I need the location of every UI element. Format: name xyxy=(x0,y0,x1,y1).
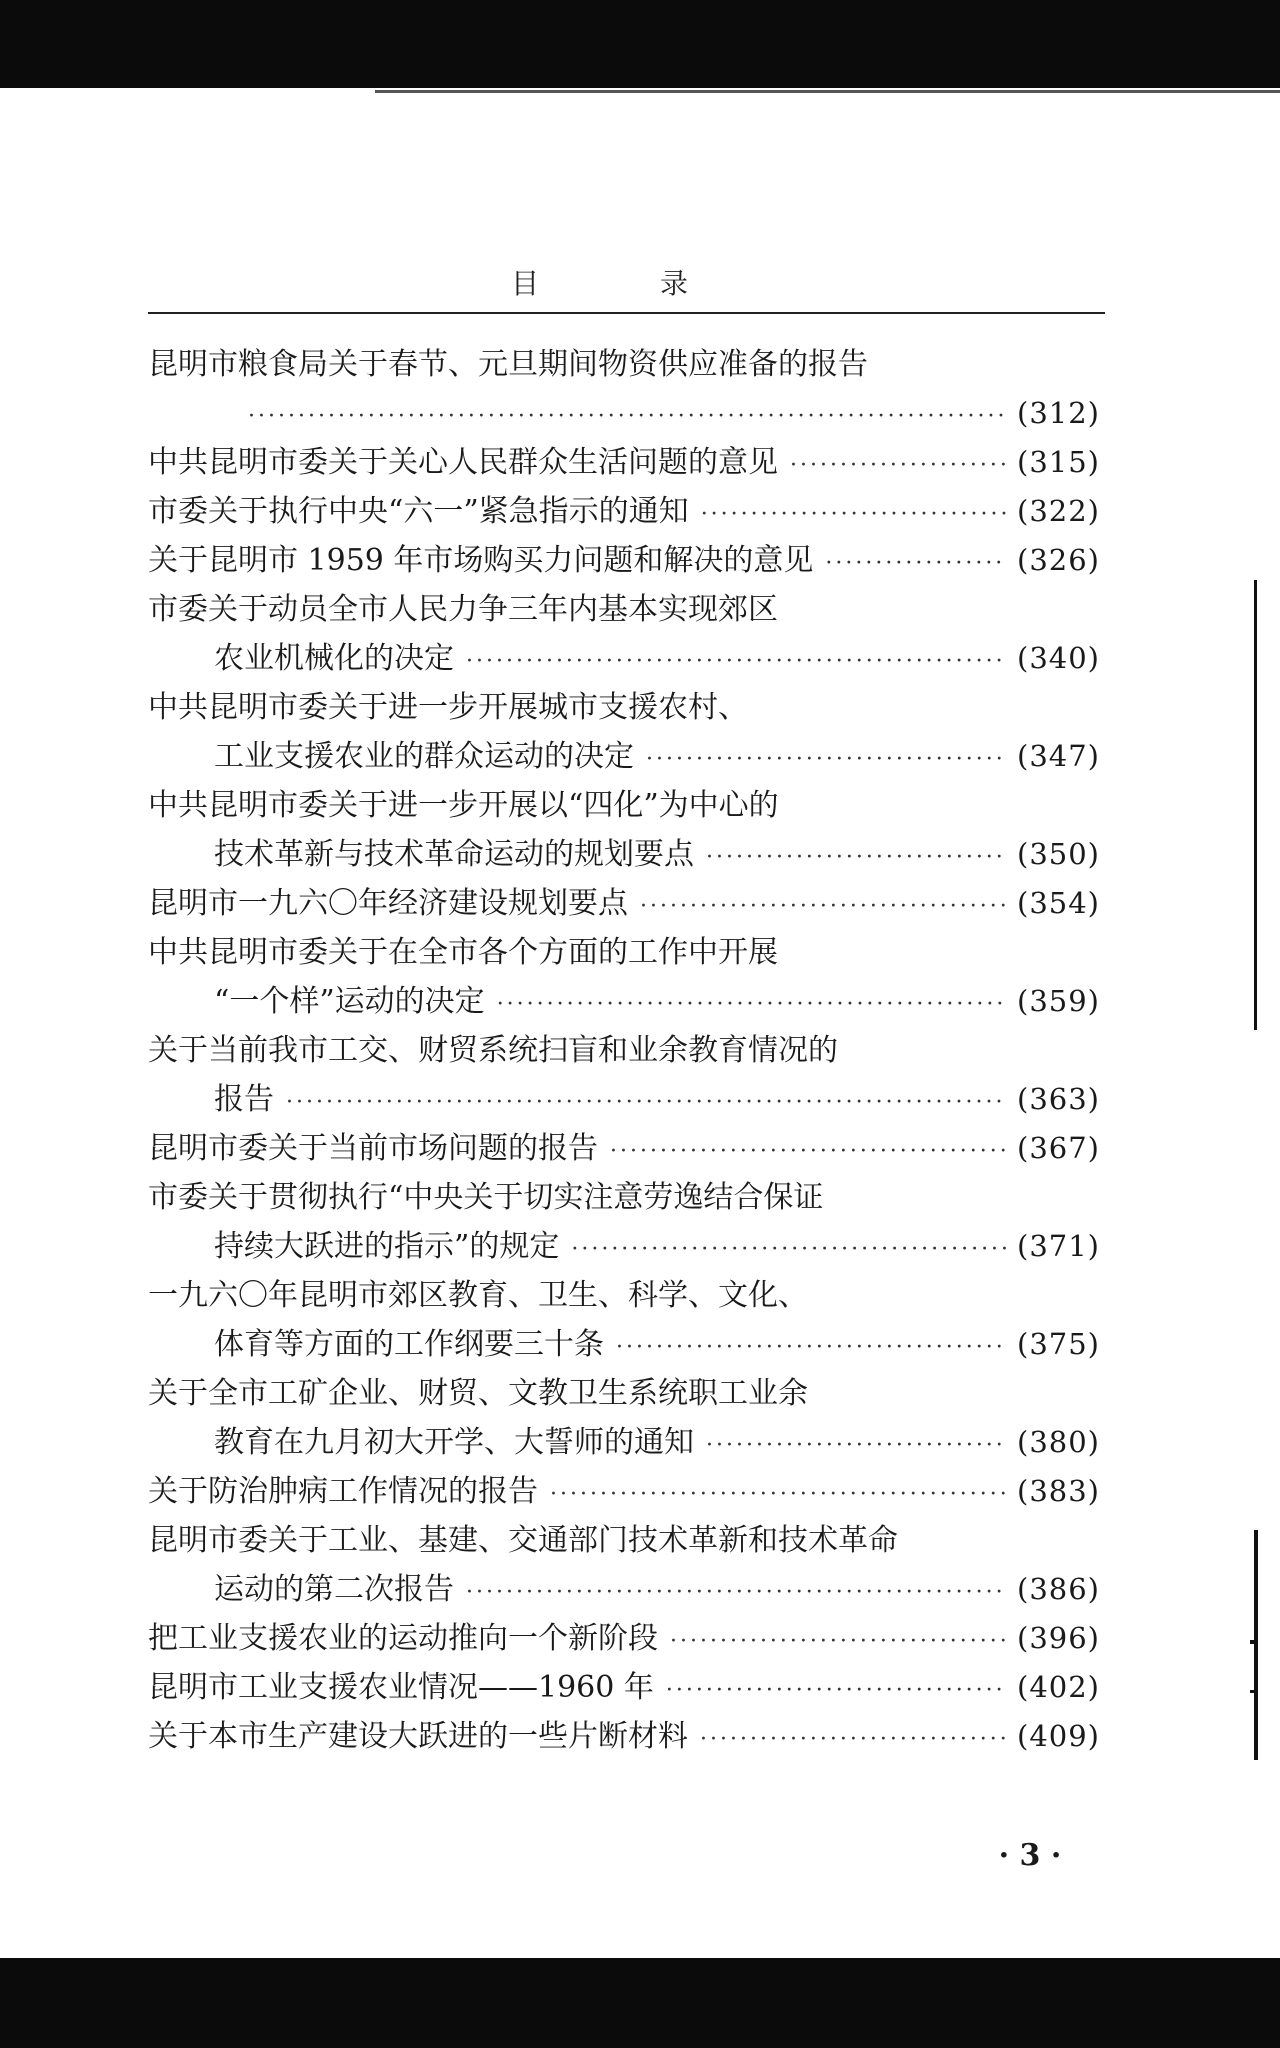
entry-title: 昆明市委关于当前市场问题的报告 xyxy=(148,1131,598,1166)
toc-line xyxy=(148,487,1100,536)
top-scan-border xyxy=(0,0,1280,88)
leader-dots xyxy=(646,735,1007,784)
page-reference: (383) xyxy=(1017,1474,1100,1508)
entry-title: 中共昆明市委关于关心人民群众生活问题的意见 xyxy=(148,445,778,480)
toc-entry xyxy=(148,1712,1100,1761)
page-reference: (402) xyxy=(1017,1670,1100,1704)
entry-title: 昆明市一九六〇年经济建设规划要点 xyxy=(148,886,628,921)
entry-title: 市委关于执行中央“六一”紧急指示的通知 xyxy=(148,494,689,529)
leader-dots xyxy=(610,1127,1007,1176)
page-title: 目 录 xyxy=(511,267,744,300)
page-reference: (375) xyxy=(1017,1327,1100,1361)
toc-line xyxy=(148,830,1100,879)
page-reference: (371) xyxy=(1017,1229,1100,1263)
toc-line xyxy=(148,1026,1100,1075)
leader-dots xyxy=(701,490,1007,539)
toc-line xyxy=(148,585,1100,634)
page-reference: (354) xyxy=(1017,886,1100,920)
leader-dots xyxy=(640,882,1007,931)
toc-entry xyxy=(148,683,1100,781)
toc-entry xyxy=(148,1271,1100,1369)
toc-entry xyxy=(148,340,1100,438)
entry-title: 中共昆明市委关于进一步开展城市支援农村、 xyxy=(148,690,748,725)
leader-dots xyxy=(700,1715,1007,1764)
entry-title: 把工业支援农业的运动推向一个新阶段 xyxy=(148,1621,658,1656)
toc-line xyxy=(148,928,1100,977)
page-reference: (312) xyxy=(1017,396,1100,430)
leader-dots xyxy=(466,637,1007,686)
toc-line xyxy=(148,634,1100,683)
page-reference: (326) xyxy=(1017,543,1100,577)
page-reference: (396) xyxy=(1017,1621,1100,1655)
page-reference: (359) xyxy=(1017,984,1100,1018)
toc-entry xyxy=(148,1026,1100,1124)
entry-title: 教育在九月初大开学、大誓师的通知 xyxy=(214,1425,694,1460)
toc-entry xyxy=(148,928,1100,1026)
leader-dots xyxy=(790,441,1007,490)
toc-line xyxy=(148,1663,1100,1712)
bottom-scan-border xyxy=(0,1958,1280,2048)
scan-artifact xyxy=(1250,1690,1258,1693)
toc-entry xyxy=(148,1467,1100,1516)
entry-title: 昆明市委关于工业、基建、交通部门技术革新和技术革命 xyxy=(148,1523,898,1558)
entry-title: 关于防治肿病工作情况的报告 xyxy=(148,1474,538,1509)
page-reference: (380) xyxy=(1017,1425,1100,1459)
leader-dots xyxy=(825,539,1007,588)
toc-line xyxy=(148,536,1100,585)
toc-line xyxy=(148,1124,1100,1173)
entry-title: 持续大跃进的指示”的规定 xyxy=(214,1229,560,1264)
toc-entry xyxy=(148,1369,1100,1467)
toc-entry xyxy=(148,536,1100,585)
toc-line xyxy=(148,340,1100,389)
toc-entry xyxy=(148,879,1100,928)
leader-dots xyxy=(248,392,1007,441)
leader-dots xyxy=(286,1078,1007,1127)
scan-artifact xyxy=(1250,1640,1256,1644)
entry-title: 关于本市生产建设大跃进的一些片断材料 xyxy=(148,1719,688,1754)
toc-entry xyxy=(148,585,1100,683)
entry-title: 体育等方面的工作纲要三十条 xyxy=(214,1327,604,1362)
leader-dots xyxy=(497,980,1007,1029)
page-number: · 3 · xyxy=(998,1838,1062,1873)
entry-title: 关于全市工矿企业、财贸、文教卫生系统职工业余 xyxy=(148,1376,808,1411)
entry-title: 技术革新与技术革命运动的规划要点 xyxy=(214,837,694,872)
toc-entry xyxy=(148,1173,1100,1271)
page-reference: (367) xyxy=(1017,1131,1100,1165)
scan-edge-line xyxy=(375,90,1280,93)
toc-line xyxy=(148,1565,1100,1614)
entry-title: 一九六〇年昆明市郊区教育、卫生、科学、文化、 xyxy=(148,1278,808,1313)
entry-title: 中共昆明市委关于进一步开展以“四化”为中心的 xyxy=(148,788,779,823)
entry-title: 农业机械化的决定 xyxy=(214,641,454,676)
toc-line xyxy=(148,977,1100,1026)
table-of-contents xyxy=(148,340,1100,1761)
toc-line xyxy=(148,879,1100,928)
leader-dots xyxy=(706,1421,1007,1470)
toc-line xyxy=(148,1320,1100,1369)
toc-entry xyxy=(148,781,1100,879)
leader-dots xyxy=(666,1666,1007,1715)
toc-line xyxy=(148,683,1100,732)
page-reference: (363) xyxy=(1017,1082,1100,1116)
toc-line xyxy=(148,1418,1100,1467)
leader-dots xyxy=(466,1568,1007,1617)
page-reference: (409) xyxy=(1017,1719,1100,1753)
toc-line xyxy=(148,1173,1100,1222)
toc-entry xyxy=(148,1614,1100,1663)
toc-entry xyxy=(148,1663,1100,1712)
entry-title: 中共昆明市委关于在全市各个方面的工作中开展 xyxy=(148,935,778,970)
toc-entry xyxy=(148,1516,1100,1614)
scan-artifact xyxy=(1254,1530,1258,1760)
entry-title: 关于昆明市 1959 年市场购买力问题和解决的意见 xyxy=(148,543,814,578)
toc-entry xyxy=(148,1124,1100,1173)
entry-title: 市委关于动员全市人民力争三年内基本实现郊区 xyxy=(148,592,778,627)
entry-title: 昆明市粮食局关于春节、元旦期间物资供应准备的报告 xyxy=(148,347,868,382)
entry-title: “一个样”运动的决定 xyxy=(214,984,485,1019)
toc-line xyxy=(148,732,1100,781)
toc-line xyxy=(148,1516,1100,1565)
toc-line xyxy=(148,1467,1100,1516)
title-rule xyxy=(148,312,1105,314)
leader-dots xyxy=(616,1323,1007,1372)
entry-title: 昆明市工业支援农业情况——1960 年 xyxy=(148,1670,654,1705)
toc-line xyxy=(148,1712,1100,1761)
toc-line xyxy=(148,389,1100,438)
scan-artifact xyxy=(1254,580,1257,1030)
leader-dots xyxy=(550,1470,1007,1519)
page-reference: (350) xyxy=(1017,837,1100,871)
toc-entry xyxy=(148,438,1100,487)
toc-line xyxy=(148,781,1100,830)
leader-dots xyxy=(571,1225,1007,1274)
page-reference: (340) xyxy=(1017,641,1100,675)
page-reference: (322) xyxy=(1017,494,1100,528)
toc-line xyxy=(148,1369,1100,1418)
toc-line xyxy=(148,1271,1100,1320)
toc-line xyxy=(148,1614,1100,1663)
leader-dots xyxy=(706,833,1007,882)
page-reference: (347) xyxy=(1017,739,1100,773)
leader-dots xyxy=(670,1617,1007,1666)
page-reference: (386) xyxy=(1017,1572,1100,1606)
entry-title: 工业支援农业的群众运动的决定 xyxy=(214,739,634,774)
page-reference: (315) xyxy=(1017,445,1100,479)
entry-title: 关于当前我市工交、财贸系统扫盲和业余教育情况的 xyxy=(148,1033,838,1068)
entry-title: 运动的第二次报告 xyxy=(214,1572,454,1607)
toc-line xyxy=(148,438,1100,487)
entry-title: 市委关于贯彻执行“中央关于切实注意劳逸结合保证 xyxy=(148,1180,824,1215)
toc-line xyxy=(148,1075,1100,1124)
entry-title: 报告 xyxy=(214,1082,274,1117)
toc-entry xyxy=(148,487,1100,536)
toc-line xyxy=(148,1222,1100,1271)
